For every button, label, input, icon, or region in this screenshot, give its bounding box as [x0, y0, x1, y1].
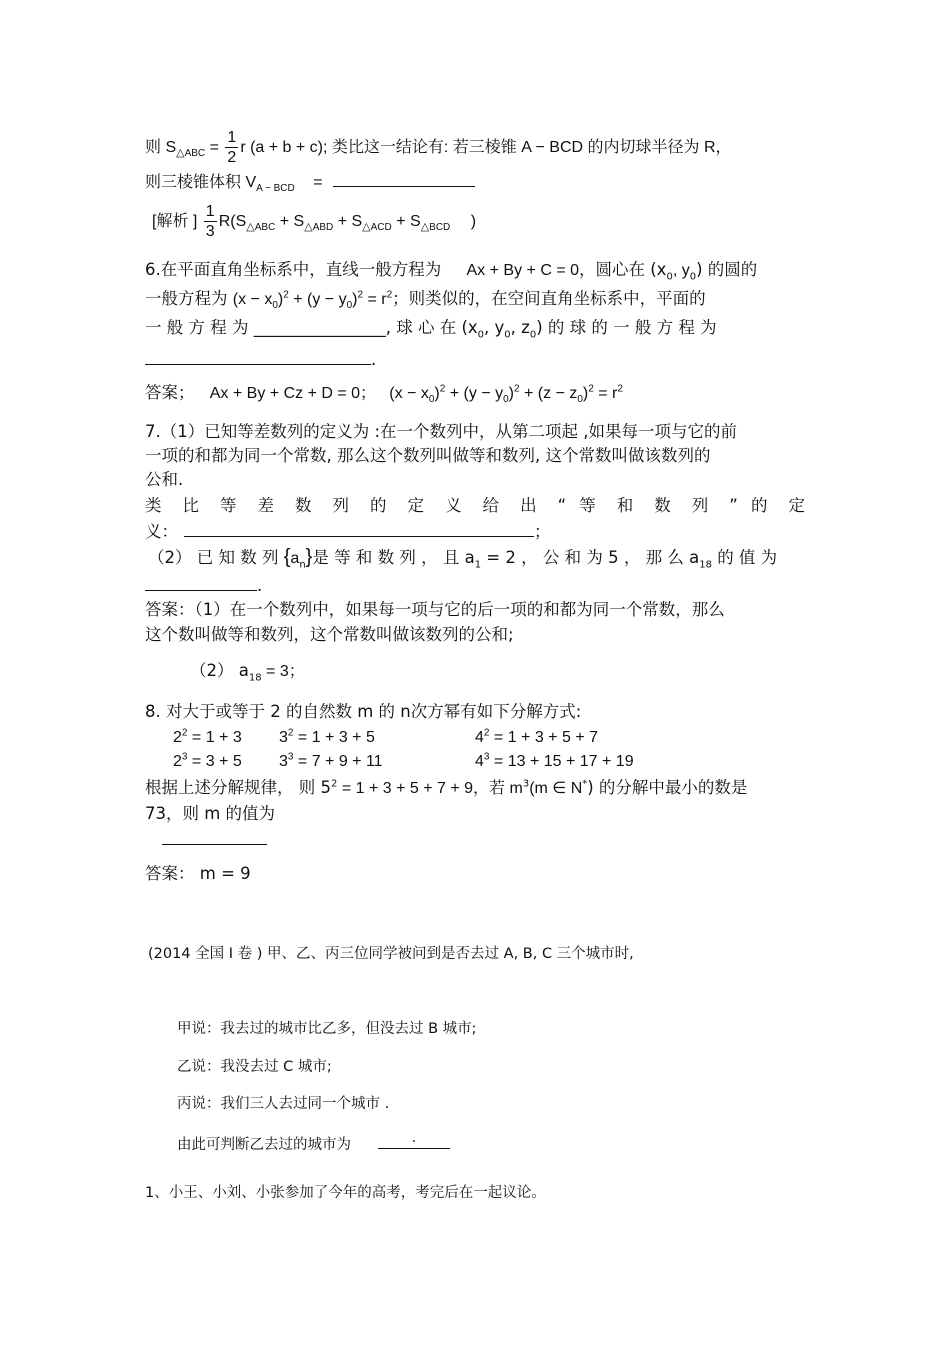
- q8-text: 根据上述分解规律， 则 5: [145, 778, 331, 797]
- q6-line-4: [145, 346, 376, 372]
- q8-text: = 1 + 3 + 5 + 7 + 9，若 m: [337, 780, 523, 797]
- plus-s: + S: [337, 213, 363, 230]
- subscript: ABC: [184, 148, 206, 160]
- answer-blank: [184, 518, 534, 537]
- q7-line-2: 一项的和都为同一个常数, 那么这个数列叫做等和数列, 这个常数叫做该数列的: [145, 446, 711, 465]
- base: 4: [475, 729, 484, 746]
- expression: r (a + b + c): [240, 139, 324, 156]
- solution-line: [152, 200, 476, 244]
- term: = r: [363, 291, 387, 308]
- analogy-text: ; 类比这一结论有: 若三棱锥 A − BCD 的内切球半径为 R，: [323, 139, 732, 156]
- triangle-icon: △: [304, 221, 313, 233]
- subscript: ABC: [254, 222, 276, 234]
- q6-text: ；则类似的，在空间直角坐标系中，平面的: [392, 289, 706, 308]
- formula-line-1: [145, 128, 732, 168]
- comma: , z: [510, 318, 530, 337]
- plane-equation: Ax + By + Cz + D = 0；: [209, 385, 377, 402]
- superscript: 3: [181, 751, 188, 763]
- subscript: A − BCD: [256, 183, 295, 195]
- triangle-icon: △: [420, 221, 430, 233]
- paren: ): [352, 291, 358, 308]
- solution-label: [解析 ]: [152, 213, 198, 230]
- subscript: 18: [699, 559, 712, 571]
- subscript: 0: [503, 394, 509, 406]
- close-paren: ): [470, 213, 477, 230]
- sum: = 7 + 9 + 11: [293, 753, 383, 770]
- decomp-3-3: [279, 750, 383, 774]
- q7-line-1: 7.（1）已知等差数列的定义为 :在一个数列中，从第二项起 ,如果每一项与它的前: [145, 422, 738, 441]
- subscript: 0: [666, 271, 673, 283]
- sum: = 1 + 3 + 5 + 7: [489, 729, 598, 746]
- subscript: n: [299, 559, 306, 571]
- q7-text: = 3；: [261, 663, 305, 680]
- q9-line-2: 甲说：我去过的城市比乙多，但没去过 B 城市;: [177, 1021, 477, 1037]
- sum: = 3 + 5: [187, 753, 242, 770]
- denominator: 3: [205, 223, 215, 241]
- semicolon: ；: [534, 522, 551, 541]
- term: + (y − y: [288, 291, 347, 308]
- equals: =: [313, 174, 323, 191]
- q8-text: (m ∈ N: [529, 780, 583, 797]
- q6-text: ) 的 球 的 一 般 方 程 为: [536, 318, 717, 337]
- subscript: BCD: [429, 222, 451, 234]
- paren: ): [434, 385, 440, 402]
- term: a: [290, 550, 300, 567]
- numerator: 1: [205, 203, 215, 221]
- decomp-3-2: [279, 726, 375, 750]
- q7-answer-2: 这个数叫做等和数列，这个常数叫做该数列的公和;: [145, 625, 514, 644]
- superscript: 2: [283, 289, 289, 301]
- q8-text: ) 的分解中最小的数是: [587, 778, 748, 797]
- triangle-icon: △: [246, 221, 255, 233]
- decomp-4-2: [475, 726, 598, 750]
- subscript: 0: [504, 329, 511, 341]
- term: (x − x: [232, 291, 273, 308]
- superscript: 2: [483, 727, 490, 739]
- q6-text: 一般方程为: [145, 289, 228, 308]
- superscript: 2: [617, 383, 623, 395]
- equals: =: [209, 139, 224, 156]
- comma: , y: [672, 262, 690, 279]
- q6-line-1: [145, 258, 757, 283]
- plus-s: + S: [279, 213, 305, 230]
- q8-line-1: 8. 对大于或等于 2 的自然数 m 的 n次方幂有如下分解方式:: [145, 702, 582, 721]
- q7-line-6: [148, 545, 777, 571]
- q8-line-4: [145, 776, 747, 801]
- subscript: 0: [529, 329, 537, 341]
- q7-text: 是 等 和 数 列 ， 且 a: [312, 548, 475, 567]
- decomp-4-3: [475, 750, 634, 774]
- triangle-icon: △: [362, 221, 371, 233]
- period: .: [371, 350, 377, 369]
- q9-text: 由此可判断乙去过的城市为: [177, 1137, 351, 1153]
- q8-blank-line: [162, 826, 267, 852]
- subscript: 0: [428, 394, 435, 406]
- sum: = 1 + 3: [187, 729, 242, 746]
- base: 2: [173, 729, 182, 746]
- q7-text: 义：: [145, 522, 178, 541]
- subscript: 0: [689, 271, 697, 283]
- superscript: *: [582, 778, 588, 790]
- q6-answer: [145, 381, 623, 406]
- subscript: 0: [346, 300, 353, 312]
- q9-line-5: [177, 1130, 450, 1157]
- q7-answer-1: 答案：（1）在一个数列中，如果每一项与它的后一项的和都为同一个常数，那么: [145, 600, 725, 619]
- answer-blank: [145, 572, 257, 591]
- q7-text: 的 值 为: [717, 548, 778, 567]
- decomp-2-3: [173, 750, 242, 774]
- q7-line-3: 公和.: [145, 470, 184, 489]
- superscript: 2: [588, 383, 594, 395]
- superscript: 2: [181, 727, 188, 739]
- comma: , y: [484, 318, 505, 337]
- q10-line-1: 1、小王、小刘、小张参加了今年的高考，考完后在一起议论。: [145, 1185, 546, 1201]
- q6-text: ) 的圆的: [696, 260, 758, 279]
- paren: ): [277, 291, 284, 308]
- q8-line-5: 73，则 m 的值为: [145, 804, 276, 823]
- q7-answer-3: [190, 659, 305, 684]
- paren: ): [582, 385, 589, 402]
- sphere-equation: [389, 383, 623, 406]
- superscript: 2: [386, 289, 393, 301]
- term: + (z − z: [519, 385, 578, 402]
- sum: = 1 + 3 + 5: [293, 729, 375, 746]
- q6-line-3: [145, 316, 717, 340]
- period: .: [257, 576, 263, 595]
- r-term: R(S: [218, 213, 247, 230]
- answer-blank: [378, 1130, 450, 1149]
- q9-line-4: 丙说：我们三人去过同一个城市 .: [177, 1096, 390, 1112]
- q6-line-2: [145, 287, 706, 312]
- subscript: 0: [477, 329, 485, 341]
- superscript: 2: [514, 383, 520, 395]
- q7-line-4: 类 比 等 差 数 列 的 定 义 给 出 “ 等 和 数 列 ” 的 定: [145, 496, 805, 515]
- term: + (y − y: [445, 385, 504, 402]
- q7-line-5: [145, 518, 551, 544]
- q7-text: = 2 ， 公 和 为 5 ， 那 么 a: [481, 548, 700, 567]
- q8-answer: 答案： m = 9: [145, 864, 251, 883]
- subscript: ACD: [370, 222, 392, 234]
- subscript: 0: [272, 300, 278, 312]
- answer-blank: [333, 168, 475, 187]
- q6-text: ，圆心在 (x: [579, 260, 667, 279]
- sequence-braces: }: [305, 546, 313, 568]
- text-prefix: 则 S: [145, 139, 177, 156]
- superscript: 2: [357, 289, 364, 301]
- answer-blank: [145, 346, 371, 365]
- numerator: 1: [227, 129, 237, 147]
- paren: ): [508, 385, 514, 402]
- period: .: [411, 1130, 417, 1146]
- superscript: 2: [439, 383, 446, 395]
- plus-s: + S: [396, 213, 421, 230]
- base: 4: [475, 753, 484, 770]
- subscript: 18: [248, 672, 262, 684]
- term: (x − x: [389, 385, 429, 402]
- superscript: 3: [483, 751, 490, 763]
- q7-line-7: [145, 572, 262, 598]
- circle-equation: [232, 289, 393, 312]
- volume-label: 则三棱锥体积 V: [145, 174, 257, 191]
- q6-text: 6.在平面直角坐标系中，直线一般方程为: [145, 260, 442, 279]
- line-equation: Ax + By + C = 0: [466, 262, 579, 279]
- base: 3: [279, 729, 288, 746]
- triangle-icon: △: [176, 147, 185, 159]
- superscript: 2: [287, 727, 294, 739]
- answer-blank: [162, 826, 267, 845]
- formula-line-2: [145, 168, 475, 195]
- superscript: 3: [522, 778, 530, 790]
- q7-text: （2） a: [190, 661, 249, 680]
- answer-label: 答案；: [145, 383, 195, 402]
- fraction-half: [225, 128, 238, 167]
- superscript: 3: [287, 751, 294, 763]
- subscript: 0: [577, 394, 583, 406]
- superscript: 2: [331, 778, 338, 790]
- q9-line-3: 乙说：我没去过 C 城市;: [177, 1059, 332, 1075]
- decomp-2-2: [173, 726, 242, 750]
- sequence-braces: {: [283, 546, 291, 568]
- fraction-third: [204, 202, 217, 241]
- base: 3: [279, 753, 288, 770]
- denominator: 2: [227, 149, 237, 167]
- subscript: ABD: [312, 222, 334, 234]
- term: = r: [593, 385, 618, 402]
- q9-line-1: (2014 全国 Ⅰ 卷 ) 甲、乙、丙三位同学被问到是否去过 A, B, C 三个城市时,: [148, 946, 634, 962]
- subscript: 1: [474, 559, 482, 571]
- q6-text: 一 般 方 程 为 ________________, 球 心 在 (x: [145, 318, 478, 337]
- base: 2: [173, 753, 182, 770]
- sum: = 13 + 15 + 17 + 19: [489, 753, 634, 770]
- q7-text: （2） 已 知 数 列: [148, 548, 279, 567]
